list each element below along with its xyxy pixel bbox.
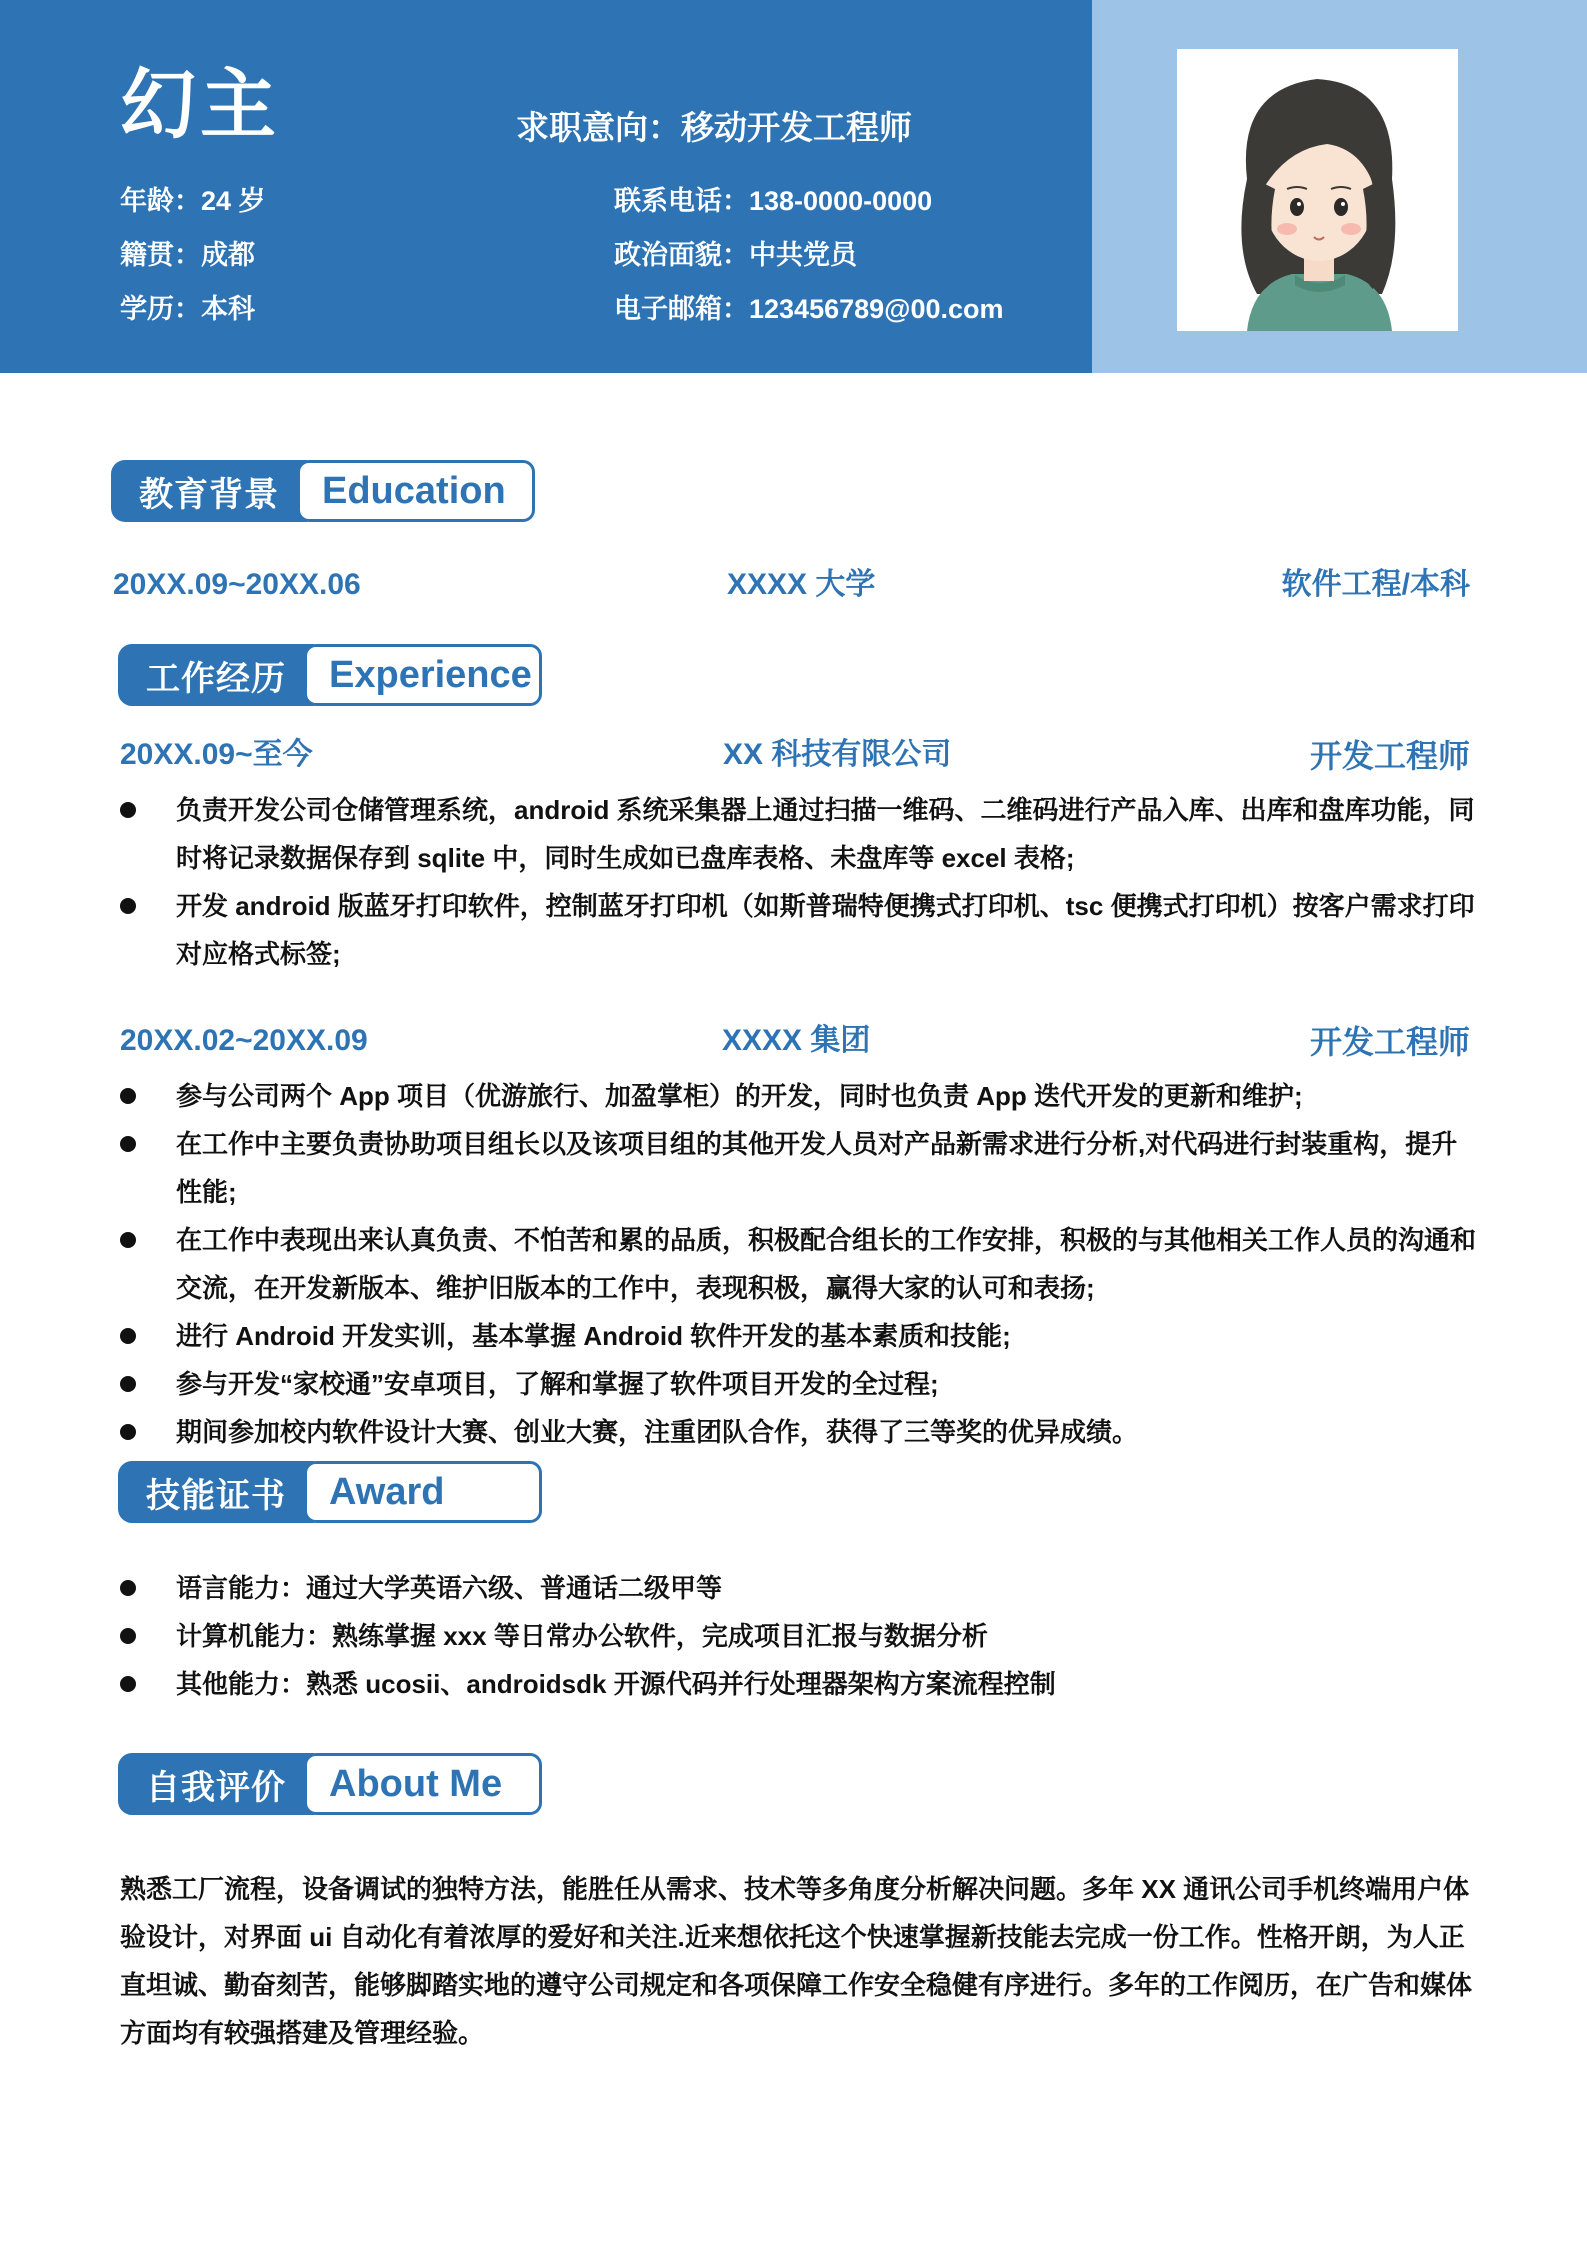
list-item-text: 在工作中表现出来认真负责、不怕苦和累的品质，积极配合组长的工作安排，积极的与其他相关工作人员的沟通和交流，在开发新版本、维护旧版本的工作中，表现积极，赢得大家的认可和表扬; (176, 1225, 1477, 1303)
list-item-text: 期间参加校内软件设计大赛、创业大赛，注重团队合作，获得了三等奖的优异成绩。 (176, 1417, 1139, 1447)
list-item (120, 1612, 1480, 1660)
list-item-text: 计算机能力：熟练掌握 xxx 等日常办公软件，完成项目汇报与数据分析 (176, 1621, 988, 1651)
job-role: 开发工程师 (1309, 1024, 1470, 1060)
bullet-dot-icon (120, 802, 136, 818)
job-company: XXXX 集团 (722, 1024, 871, 1057)
section-header-award (118, 1461, 542, 1523)
job-period: 20XX.02~20XX.09 (120, 1024, 368, 1057)
list-item-text: 语言能力：通过大学英语六级、普通话二级甲等 (176, 1573, 723, 1603)
bullet-dot-icon (120, 1232, 136, 1248)
list-item (120, 1660, 1480, 1708)
list-item (120, 1072, 1480, 1120)
list-item-text: 参与公司两个 App 项目（优游旅行、加盈掌柜）的开发，同时也负责 App 迭代开发的更新和维护; (176, 1081, 1303, 1111)
section-title-en: Experience (304, 644, 542, 706)
list-item (120, 1360, 1480, 1408)
list-item-text: 负责开发公司仓储管理系统，android 系统采集器上通过扫描一维码、二维码进行产品入库、出库和盘库功能，同时将记录数据保存到 sqlite 中，同时生成如已盘库表格、未盘库等 excel 表格; (176, 795, 1475, 873)
avatar-illustration (1177, 49, 1458, 331)
header-banner (0, 0, 1092, 373)
about-paragraph: 熟悉工厂流程，设备调试的独特方法，能胜任从需求、技术等多角度分析解决问题。多年 XX 通讯公司手机终端用户体验设计，对界面 ui 自动化有着浓厚的爱好和关注.近来想依托这个快速掌握新技能去完成一份工作。性格开朗，为人正直坦诚、勤奋刻苦，能够脚踏实地的遵守公司规定和各项保障工作安全稳健有序进行。多年的工作阅历，在广告和媒体方面均有较强搭建及管理经验。 (120, 1874, 1473, 2048)
section-title-cn: 自我评价 (118, 1753, 314, 1815)
list-item (120, 1564, 1480, 1612)
list-item-text: 参与开发“家校通”安卓项目，了解和掌握了软件项目开发的全过程; (176, 1369, 939, 1399)
bullet-dot-icon (120, 1628, 136, 1644)
list-item-text: 在工作中主要负责协助项目组长以及该项目组的其他开发人员对产品新需求进行分析,对代码进行封装重构，提升性能; (176, 1129, 1458, 1207)
section-title-en: About Me (304, 1753, 542, 1815)
bullet-dot-icon (120, 898, 136, 914)
section-header-experience (118, 644, 542, 706)
section-header-education (111, 460, 535, 522)
section-title-cn: 教育背景 (111, 460, 307, 522)
list-item (120, 786, 1480, 882)
list-item-text: 开发 android 版蓝牙打印软件，控制蓝牙打印机（如斯普瑞特便携式打印机、tsc 便携式打印机）按客户需求打印对应格式标签; (176, 891, 1475, 969)
email-info: 电子邮箱：123456789@00.com (614, 294, 1004, 324)
bullet-dot-icon (120, 1580, 136, 1596)
job-duties-list (120, 1072, 1480, 1456)
age-info: 年龄：24 岁 (120, 186, 266, 216)
bullet-dot-icon (120, 1088, 136, 1104)
list-item (120, 882, 1480, 978)
section-header-about (118, 1753, 542, 1815)
politics-info: 政治面貌：中共党员 (614, 240, 857, 270)
degree-info: 学历：本科 (120, 294, 255, 324)
education-major: 软件工程/本科 (1281, 568, 1470, 601)
list-item-text: 进行 Android 开发实训，基本掌握 Android 软件开发的基本素质和技能; (176, 1321, 1011, 1351)
list-item-text: 其他能力：熟悉 ucosii、androidsdk 开源代码并行处理器架构方案流程控制 (176, 1669, 1056, 1699)
skills-list (120, 1564, 1480, 1708)
section-title-cn: 技能证书 (118, 1461, 314, 1523)
bullet-dot-icon (120, 1328, 136, 1344)
list-item (120, 1216, 1480, 1312)
list-item (120, 1408, 1480, 1456)
bullet-dot-icon (120, 1376, 136, 1392)
hometown-info: 籍贯：成都 (120, 240, 255, 270)
section-title-en: Education (297, 460, 535, 522)
job-duties-list (120, 786, 1480, 978)
list-item (120, 1120, 1480, 1216)
job-company: XX 科技有限公司 (723, 738, 952, 771)
list-item (120, 1312, 1480, 1360)
bullet-dot-icon (120, 1136, 136, 1152)
candidate-name: 幻主 (120, 63, 280, 148)
job-role: 开发工程师 (1309, 738, 1470, 774)
avatar (1177, 49, 1458, 331)
section-title-cn: 工作经历 (118, 644, 314, 706)
education-school: XXXX 大学 (727, 568, 876, 601)
education-period: 20XX.09~20XX.06 (113, 568, 361, 601)
section-title-en: Award (304, 1461, 542, 1523)
job-period: 20XX.09~至今 (120, 738, 313, 771)
phone-info: 联系电话：138-0000-0000 (614, 186, 933, 216)
job-intent: 求职意向：移动开发工程师 (516, 109, 912, 146)
bullet-dot-icon (120, 1424, 136, 1440)
bullet-dot-icon (120, 1676, 136, 1692)
